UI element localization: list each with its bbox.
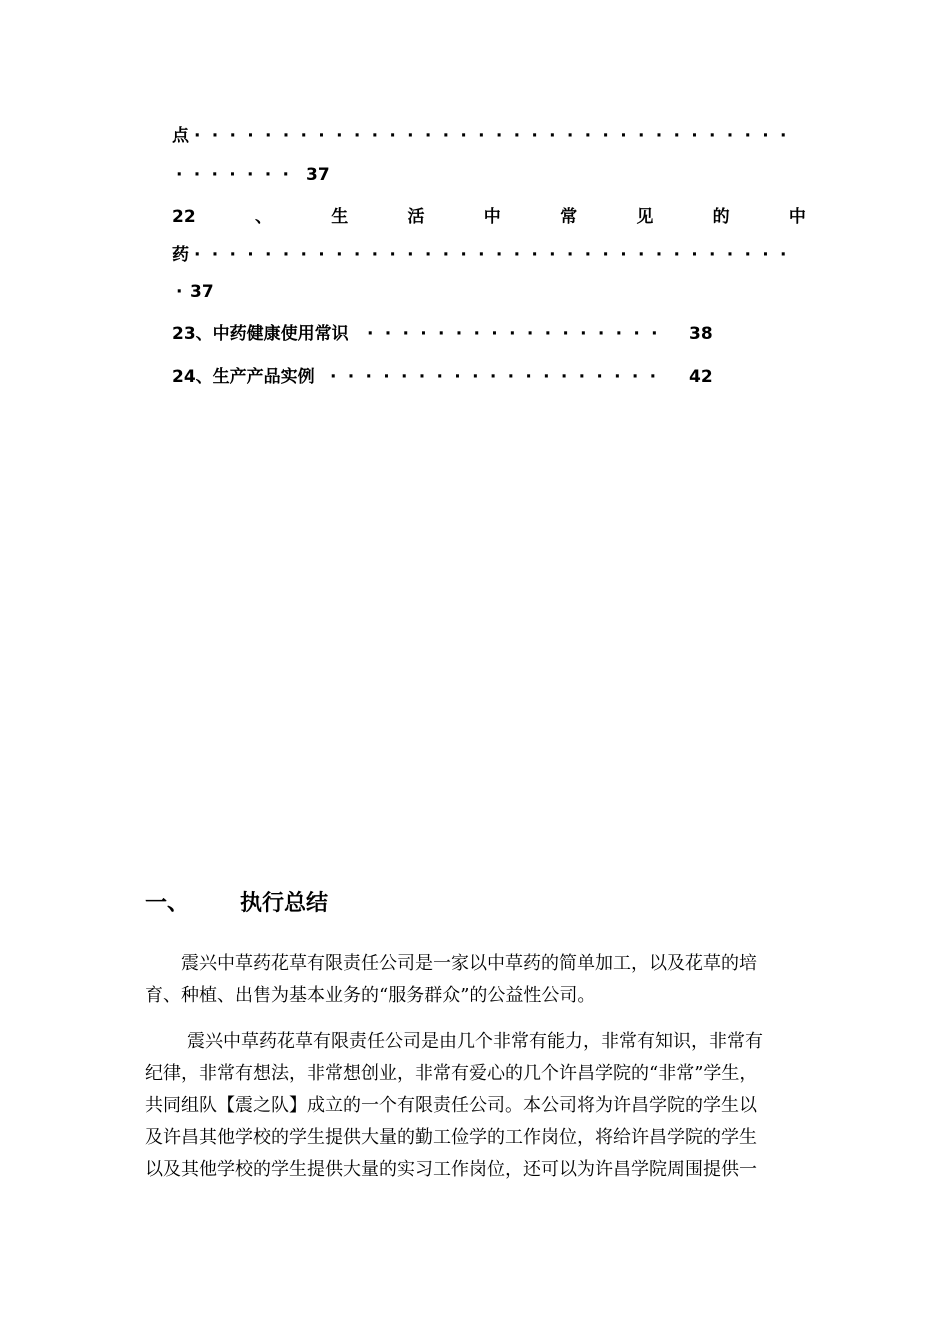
toc-entry-22-char: 常 [560, 207, 578, 227]
toc-entry-21-leader-dots-cont: ······· [176, 165, 301, 185]
toc-entry-24[interactable] [172, 364, 812, 390]
section-title: 执行总结 [240, 891, 329, 916]
toc-entry-22-char: 生 [331, 207, 349, 227]
toc-entry-22-line-2[interactable] [172, 242, 812, 268]
toc-entry-22-char: 的 [712, 207, 730, 227]
paragraph-line: 育、种植、出售为基本业务的“服务群众”的公益性公司。 [145, 985, 596, 1006]
toc-entry-22-char: 见 [636, 207, 654, 227]
paragraph-line: 共同组队【震之队】成立的一个有限责任公司。本公司将为许昌学院的学生以 [145, 1095, 757, 1116]
toc-entry-22-char: 中 [788, 207, 806, 227]
toc-entry-22-char: 活 [407, 207, 425, 227]
paragraph-line: 震兴中草药花草有限责任公司是由几个非常有能力，非常有知识，非常有 [187, 1031, 763, 1052]
toc-entry-24-title: 24、生产产品实例 [172, 367, 315, 387]
toc-entry-22-line-3[interactable] [172, 279, 812, 305]
paragraph-line: 及许昌其他学校的学生提供大量的勤工俭学的工作岗位，将给许昌学院的学生 [145, 1127, 757, 1148]
toc-entry-23[interactable] [172, 321, 812, 347]
toc-entry-22-number: 22 [172, 207, 196, 227]
toc-entry-22-page: 37 [190, 282, 214, 302]
toc-entry-24-page: 42 [689, 367, 713, 387]
toc-entry-21-leader-dots: ·································· [194, 126, 798, 146]
toc-entry-21-line-2[interactable] [172, 162, 812, 188]
toc-entry-22-leader-dots-cont: · [176, 282, 194, 302]
toc-entry-22-title [172, 204, 806, 230]
toc-entry-22-leader-dots: ·································· [194, 245, 798, 265]
toc-entry-22-title-tail: 药 [172, 245, 189, 265]
toc-entry-21-page: 37 [306, 165, 330, 185]
toc-entry-23-title: 23、中药健康使用常识 [172, 324, 349, 344]
toc-entry-21-line-1[interactable] [172, 123, 812, 149]
toc-entry-23-leader-dots: ················· [367, 324, 669, 344]
toc-entry-22-sep: 、 [254, 207, 272, 227]
toc-entry-21-title-tail: 点 [172, 126, 189, 146]
paragraph-line: 震兴中草药花草有限责任公司是一家以中草药的简单加工，以及花草的培 [181, 953, 757, 974]
paragraph-2 [145, 1026, 807, 1186]
toc-entry-23-page: 38 [689, 324, 713, 344]
paragraph-1 [145, 948, 807, 1012]
section-heading [145, 888, 328, 920]
paragraph-line: 纪律，非常有想法，非常想创业，非常有爱心的几个许昌学院的“非常”学生， [145, 1063, 758, 1084]
toc-entry-22-char: 中 [483, 207, 501, 227]
toc-entry-24-leader-dots: ··················· [330, 367, 668, 387]
toc-entry-22-line-1[interactable] [172, 204, 812, 230]
paragraph-line: 以及其他学校的学生提供大量的实习工作岗位，还可以为许昌学院周围提供一 [145, 1159, 757, 1180]
section-number: 一、 [145, 891, 190, 916]
